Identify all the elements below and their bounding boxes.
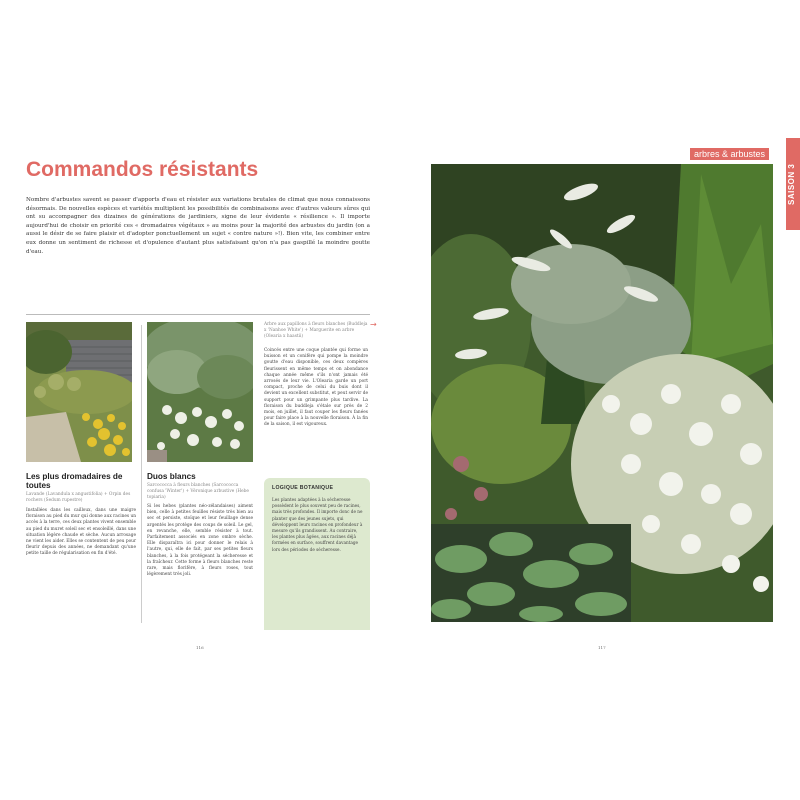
photo-garden-buddleja: [431, 164, 773, 622]
box-title: LOGIQUE BOTANIQUE: [272, 485, 334, 491]
page-number-left: 116: [196, 645, 204, 650]
section2-caption: Sarcococca à fleurs blanches (Sarcococca confusa 'Winter') + Véronique arbustive (Hebe topiaria): [147, 483, 249, 501]
page-title: Commandos résistants: [26, 158, 259, 181]
section1-caption: Lavande (Lavandula x angustifolia) + Orpin des rochers (Sedum rupestre): [26, 492, 131, 504]
column-divider: [141, 325, 142, 623]
page-number-right: 117: [598, 645, 606, 650]
photo-white-duo: [147, 322, 253, 462]
section-tag: arbres & arbustes: [690, 148, 769, 160]
box-text: Les plantes adaptées à la sécheresse possèdent le plus souvent peu de racines, mais très profondes. Il importe donc de ne planter que des jeunes sujets, qui développent leurs racines en profondeur à mesure qu'ils grandissent. Au contraire, les plantes plus âgées, aux racines déjà formées en surface, souffrent davantage lors des périodes de sécheresse.: [272, 497, 363, 552]
section1-heading: Les plus dromadaires de toutes: [26, 472, 123, 490]
section-divider: [26, 314, 370, 315]
section3-body: Coincés entre une coque plantée qui forme un buisson et un conifère qui pompe la moindre goutte d'eau disponible, ces deux compères fleurissent en même temps et on abondance chaque année même s'ils n'ont jamais été arrosés de leur vie. L'Olearia garde un port compact, proche de celui du buis dont il devient un excellent substitut, et peut servir de support pour un grimpante plus tardive. La floraison du buddleja s'étale sur près de 2 mois, en juillet, il faut couper les fleurs fanées pour faire place à la nouvelle floraison. À la fin de la saison, il est vigoureux.: [264, 348, 368, 428]
arrow-right-icon: →: [370, 320, 377, 329]
section2-body: Si les hebes (plantes néo-zélandaises) aiment bien, celle à petites feuilles résiste très bien au sec et persiste, stoïque et leur feuillage dense argentés les protège des coups de soleil. Le gel, en revanche, elle, semble résister à tout. Parfaitement associés en zone ombre sèche. Elle disparaîtra ici pour donner le relais à l'autre, qui, elle de fait, par ses petites fleurs blanches, à la fois protégeant la sécheresse et la fraîcheur. Cette forme à fleurs blanches reste rare, mais florifère, à fleurs roses, tout légèrement très joli.: [147, 504, 253, 578]
intro-paragraph: Nombre d'arbustes savent se passer d'apports d'eau et résister aux variations brutales de climat que nous connaissons désormais. De nouvelles espèces et variétés multiplient les possibilités de combinaisons avec d'autres valeurs sûres qui ont su accompagner des dizaines de générations de jardiniers, signe de leur évidente « résilience ». Il importe aujourd'hui de choisir en priorité ces « dromadaires végétaux » au moins pour la majorité des arbustes du jardin (on a aussi le désir de se faire plaisir et d'adopter ponctuellement un sujet « contre nature »!). Bien vite, les combiner entre eux donne un sentiment de richesse et d'opulence d'autant plus satisfaisant qu'on n'a pas gaspillé la moindre goutte d'eau.: [26, 197, 370, 255]
season-tab-label: SAISON 3: [787, 163, 796, 205]
logique-botanique-box: [264, 478, 370, 630]
section2-heading: Duos blancs: [147, 472, 196, 481]
section3-caption: Arbre aux papillons à fleurs blanches (Buddleja x 'Nanhoe White') + Marguerite en arbre (Olearia x haastii): [264, 322, 368, 340]
section1-body: Installées dans les cailloux, dans une maigre floraison au pied du mur qui donne aux racines un accès à la terre, ces deux plantes vivent ensemble au pied du muret soleil sec et ensoleillé, dans une situation légère chaude et sèche. Aucun arrosage ne vient les aider. Elles se contentent de peu pour fleurir depuis des années, ne demandant qu'une petite taille de régularisation en fin d'été.: [26, 508, 136, 557]
photo-lavender-sedum: [26, 322, 132, 462]
